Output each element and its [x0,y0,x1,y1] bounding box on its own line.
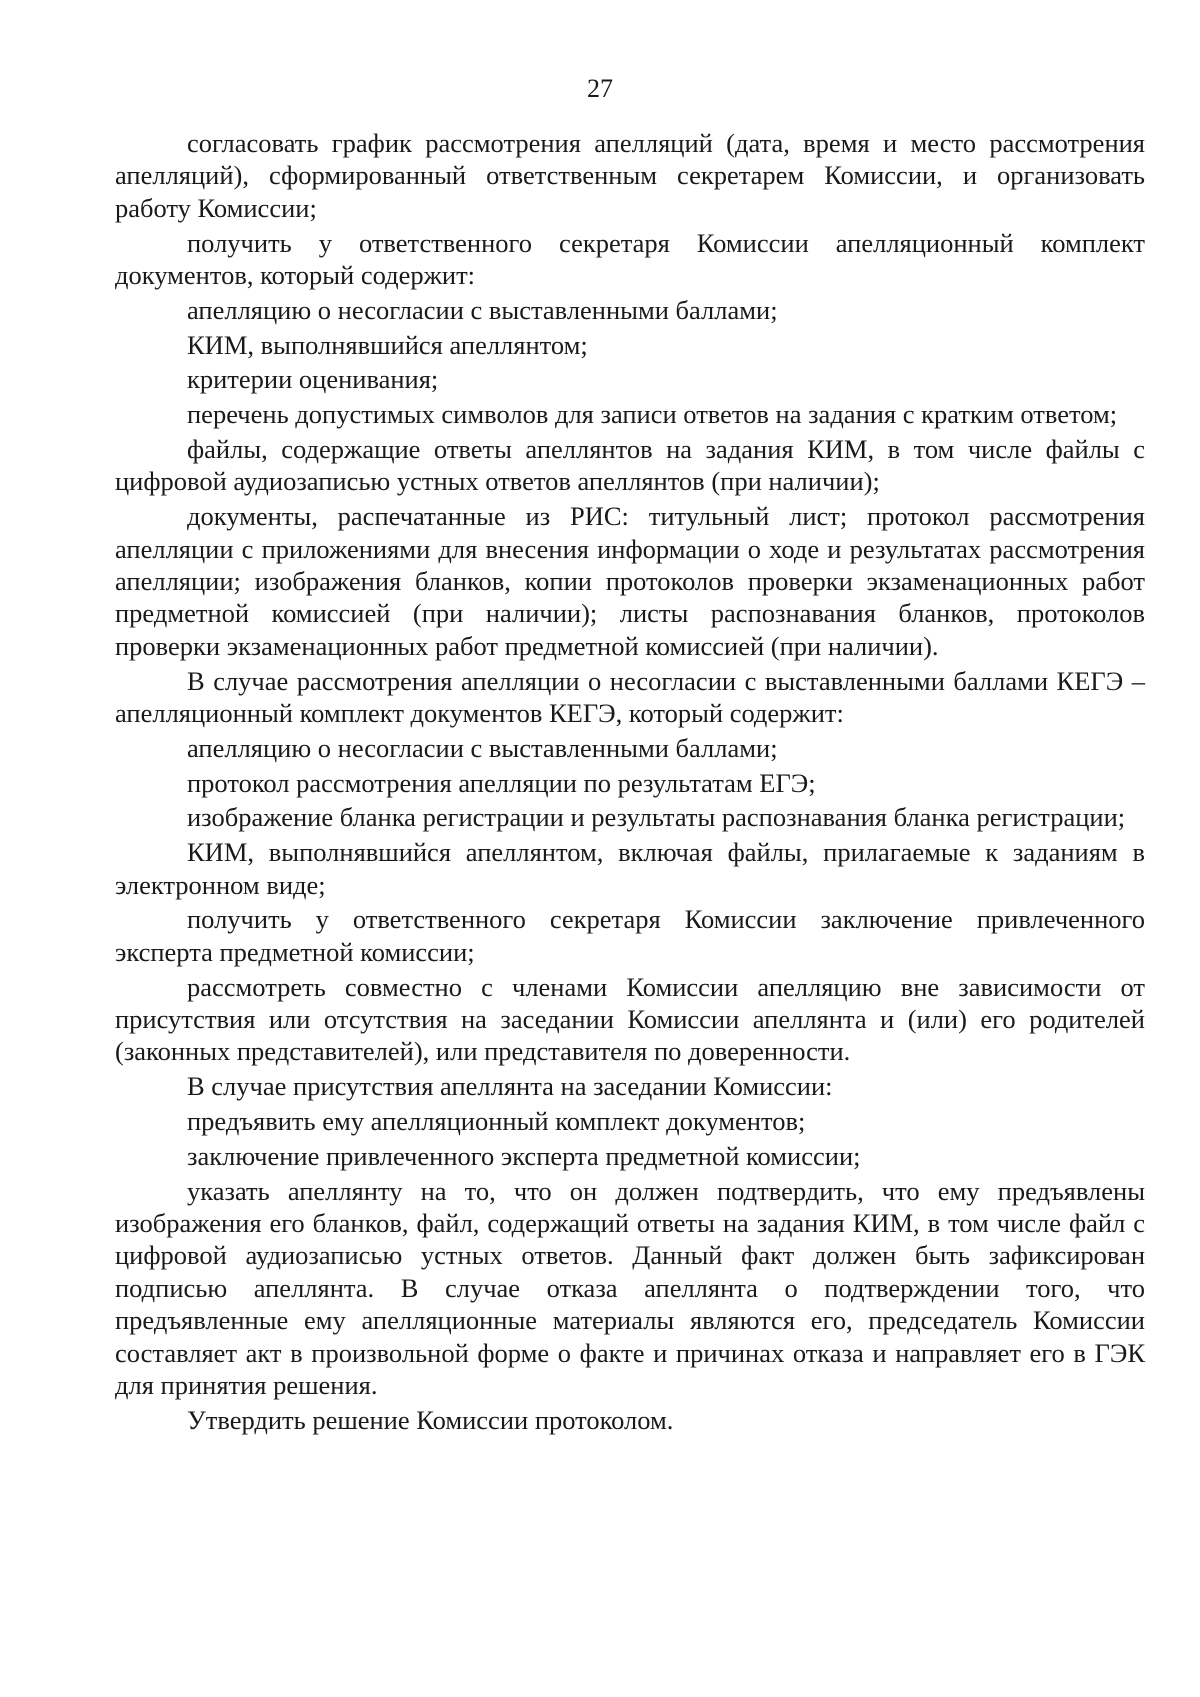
paragraph: согласовать график рассмотрения апелляций (дата, время и место рассмотрения апелляций), сформированный ответственным секретарем Комиссии, и организовать работу Комиссии; [115,128,1145,223]
paragraph: файлы, содержащие ответы апеллянтов на задания КИМ, в том числе файлы с цифровой аудиозаписью устных ответов апеллянтов (при наличии); [115,434,1145,497]
paragraph: изображение бланка регистрации и результаты распознавания бланка регистрации; [187,802,1126,833]
paragraph: КИМ, выполнявшийся апеллянтом; [187,329,588,360]
paragraph: получить у ответственного секретаря Комиссии заключение привлеченного эксперта предметной комиссии; [115,904,1145,967]
paragraph: критерии оценивания; [187,364,439,395]
document-body [115,127,1145,1439]
paragraph: В случае рассмотрения апелляции о несогласии с выставленными баллами КЕГЭ – апелляционный комплект документов КЕГЭ, который содержит: [115,665,1145,729]
paragraph: апелляцию о несогласии с выставленными баллами; [187,294,778,325]
paragraph: получить у ответственного секретаря Комиссии апелляционный комплект документов, который содержит: [115,227,1145,291]
paragraph: протокол рассмотрения апелляции по результатам ЕГЭ; [187,767,816,798]
paragraph: рассмотреть совместно с членами Комиссии апелляцию вне зависимости от присутствия или отсутствия на заседании Комиссии апеллянта и (или) его родителей (законных представителей), или представителя по доверенности. [115,971,1145,1067]
paragraph: апелляцию о несогласии с выставленными баллами; [187,732,778,763]
paragraph: Утвердить решение Комиссии протоколом. [187,1404,674,1435]
paragraph: документы, распечатанные из РИС: титульный лист; протокол рассмотрения апелляции с приложениями для внесения информации о ходе и результатах рассмотрения апелляции; изображения бланков, копии протоколов проверки экзаменационных работ предметной комиссией (при наличии); листы распознавания бланков, протоколов проверки экзаменационных работ предметной комиссией (при наличии). [115,501,1145,661]
paragraph: перечень допустимых символов для записи ответов на задания с кратким ответом; [187,399,1118,430]
paragraph: предъявить ему апелляционный комплект документов; [187,1106,806,1137]
paragraph: указать апеллянту на то, что он должен подтвердить, что ему предъявлены изображения его бланков, файл, содержащий ответы на задания КИМ, в том числе файл с цифровой аудиозаписью устных ответов. Данный факт должен быть зафиксирован подписью апеллянта. В случае отказа апеллянта о подтверждении того, что предъявленные ему апелляционные материалы являются его, председатель Комиссии составляет акт в произвольной форме о факте и причинах отказа и направляет его в ГЭК для принятия решения. [115,1175,1145,1401]
page-number: 27 [587,74,613,103]
paragraph: КИМ, выполнявшийся апеллянтом, включая файлы, прилагаемые к заданиям в электронном виде; [115,837,1145,900]
paragraph: В случае присутствия апеллянта на заседании Комиссии: [187,1071,833,1102]
paragraph: заключение привлеченного эксперта предметной комиссии; [187,1140,861,1171]
